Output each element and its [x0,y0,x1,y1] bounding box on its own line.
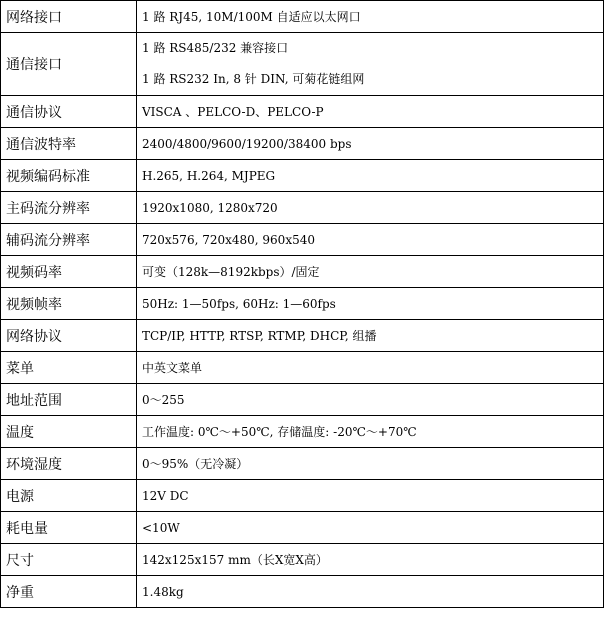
spec-table-body [1,1,604,608]
row-value: 工作温度: 0℃～+50℃, 存储温度: -20℃～+70℃ [137,416,604,448]
table-row [1,416,604,448]
table-row [1,1,604,33]
row-label: 菜单 [1,352,137,384]
row-value: TCP/IP, HTTP, RTSP, RTMP, DHCP, 组播 [137,320,604,352]
row-value: H.265, H.264, MJPEG [137,160,604,192]
table-row [1,128,604,160]
row-label: 耗电量 [1,512,137,544]
row-label: 温度 [1,416,137,448]
row-label: 尺寸 [1,544,137,576]
row-value-line: 1 路 RS232 In, 8 针 DIN, 可菊花链组网 [142,72,365,86]
table-row [1,512,604,544]
row-value: 1920x1080, 1280x720 [137,192,604,224]
row-label: 通信协议 [1,96,137,128]
row-label: 辅码流分辨率 [1,224,137,256]
row-value [137,33,604,96]
row-label: 通信接口 [1,33,137,96]
row-label: 环境湿度 [1,448,137,480]
row-label: 视频编码标准 [1,160,137,192]
table-row [1,544,604,576]
table-row [1,256,604,288]
row-label: 净重 [1,576,137,608]
row-value: 720x576, 720x480, 960x540 [137,224,604,256]
row-label: 主码流分辨率 [1,192,137,224]
table-row [1,160,604,192]
row-value: <10W [137,512,604,544]
row-value: 2400/4800/9600/19200/38400 bps [137,128,604,160]
table-row [1,288,604,320]
table-row [1,224,604,256]
row-value: 12V DC [137,480,604,512]
row-value: 1 路 RJ45, 10M/100M 自适应以太网口 [137,1,604,33]
row-value: VISCA 、PELCO-D、PELCO-P [137,96,604,128]
table-row [1,384,604,416]
row-value: 142x125x157 mm（长X宽X高） [137,544,604,576]
table-row [1,576,604,608]
table-row [1,192,604,224]
row-label: 电源 [1,480,137,512]
row-label: 地址范围 [1,384,137,416]
row-value: 中英文菜单 [137,352,604,384]
row-value: 0～95%（无冷凝） [137,448,604,480]
row-label: 视频帧率 [1,288,137,320]
row-label: 网络接口 [1,1,137,33]
table-row [1,480,604,512]
row-value-line: 1 路 RS485/232 兼容接口 [142,41,289,55]
row-label: 通信波特率 [1,128,137,160]
table-row [1,33,604,96]
row-value: 1.48kg [137,576,604,608]
table-row [1,96,604,128]
row-label: 网络协议 [1,320,137,352]
row-value: 50Hz: 1—50fps, 60Hz: 1—60fps [137,288,604,320]
table-row [1,448,604,480]
table-row [1,320,604,352]
row-value: 0～255 [137,384,604,416]
row-label: 视频码率 [1,256,137,288]
table-row [1,352,604,384]
row-value: 可变（128k—8192kbps）/固定 [137,256,604,288]
